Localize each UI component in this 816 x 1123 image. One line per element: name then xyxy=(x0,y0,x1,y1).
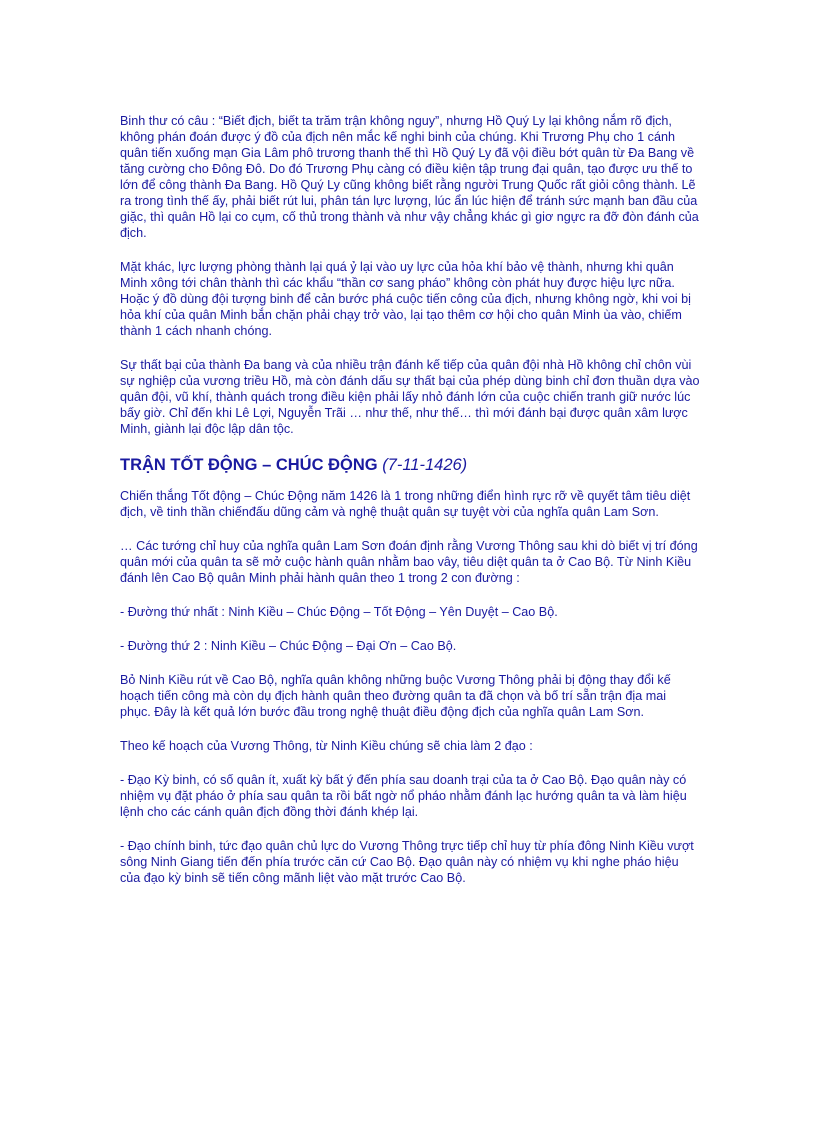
paragraph-duong-thu-nhat: - Đường thứ nhất : Ninh Kiều – Chúc Động – Tốt Động – Yên Duyệt – Cao Bộ. xyxy=(120,605,558,619)
paragraph-bo-ninh-kieu: Bỏ Ninh Kiều rút về Cao Bộ, nghĩa quân không những buộc Vương Thông phải bị động thay đổi kế hoạch tiến công mà còn dụ địch hành quân theo đường quân ta đã chọn và bố trí sẵn trận địa mai phục. Đây là kết quả lớn bước đầu trong nghệ thuật điều động địch của nghĩa quân Lam Sơn. xyxy=(120,673,671,719)
section-heading-date: (7-11-1426) xyxy=(382,456,468,474)
section-heading-title: TRẬN TỐT ĐỘNG – CHÚC ĐỘNG xyxy=(120,456,378,474)
paragraph-duong-thu-2: - Đường thứ 2 : Ninh Kiều – Chúc Động – Đại Ơn – Cao Bộ. xyxy=(120,639,457,653)
paragraph-cac-tuong: … Các tướng chỉ huy của nghĩa quân Lam Sơn đoán định rằng Vương Thông sau khi dò biết vị trí đóng quân mới của quân ta sẽ mở cuộc hành quân nhằm bao vây, tiêu diệt quân ta ở Cao Bộ. Từ Ninh Kiều đánh lên Cao Bộ quân Minh phải hành quân theo 1 trong 2 con đường : xyxy=(120,539,698,585)
section-heading xyxy=(120,455,700,475)
paragraph-binh-thu: Binh thư có câu : “Biết địch, biết ta trăm trận không nguy”, nhưng Hồ Quý Ly lại không nắm rõ địch, không phán đoán được ý đồ của địch nên mắc kế nghi binh của chúng. Khi Trương Phụ cho 1 cánh quân tiến xuống mạn Gia Lâm phô trương thanh thế thì Hồ Quý Ly đã vội điều bớt quân từ Đa Bang về tăng cường cho Đông Đô. Do đó Trương Phụ càng có điều kiện tập trung đại quân, tạo được ưu thế to lớn để công thành Đa Bang. Hồ Quý Ly cũng không biết rằng người Trung Quốc rất giỏi công thành. Lẽ ra trong tình thế ấy, phải biết rút lui, phân tán lực lượng, lúc ẩn lúc hiện để tránh sức mạnh ban đầu của giặc, thì quân Hồ lại co cụm, cố thủ trong thành và như vậy chẳng khác gì giơ ngực ra đỡ đòn đánh của địch. xyxy=(120,114,699,240)
paragraph-dao-ky-binh: - Đạo Kỳ binh, có số quân ít, xuất kỳ bất ý đến phía sau doanh trại của ta ở Cao Bộ. Đạo quân này có nhiệm vụ đặt pháo ở phía sau quân ta rồi bất ngờ nổ pháo nhằm đánh lạc hướng quân ta và làm hiệu lệnh cho các cánh quân địch đồng thời đánh khép lại. xyxy=(120,773,687,819)
paragraph-chien-thang: Chiến thắng Tốt động – Chúc Động năm 1426 là 1 trong những điển hình rực rỡ về quyết tâm tiêu diệt địch, về tinh thần chiếnđấu dũng cảm và nghệ thuật quân sự tuyệt vời của nghĩa quân Lam Sơn. xyxy=(120,489,691,519)
document-page xyxy=(120,113,700,904)
paragraph-theo-ke-hoach: Theo kế hoạch của Vương Thông, từ Ninh Kiều chúng sẽ chia làm 2 đạo : xyxy=(120,739,533,753)
paragraph-su-that-bai: Sự thất bại của thành Đa bang và của nhiều trận đánh kế tiếp của quân đội nhà Hồ không chỉ chôn vùi sự nghiệp của vương triều Hồ, mà còn đánh dấu sự thất bại của phép dùng binh chỉ đơn thuần dựa vào quân đội, vũ khí, thành quách trong điều kiện phải lấy nhỏ đánh lớn của cuộc chiến tranh giữ nước lúc bấy giờ. Chỉ đến khi Lê Lợi, Nguyễn Trãi … như thế, như thế… thì mới đánh bại được quân xâm lược Minh, giành lại độc lập dân tộc. xyxy=(120,358,700,436)
paragraph-dao-chinh-binh: - Đạo chính binh, tức đạo quân chủ lực do Vương Thông trực tiếp chỉ huy từ phía đông Ninh Kiều vượt sông Ninh Giang tiến đến phía trước căn cứ Cao Bộ. Đạo quân này có nhiệm vụ khi nghe pháo hiệu của đạo kỳ binh sẽ tiến công mãnh liệt vào mặt trước Cao Bộ. xyxy=(120,839,694,885)
paragraph-mat-khac: Mặt khác, lực lượng phòng thành lại quá ỷ lại vào uy lực của hỏa khí bảo vệ thành, nhưng khi quân Minh xông tới chân thành thì các khẩu “thần cơ sang pháo” không còn phát huy được hiệu lực nữa. Hoặc ý đồ dùng đội tượng binh để cản bước phá cuộc tiến công của địch, nhưng không ngờ, khi voi bị hỏa khí của quân Minh bắn chặn phải chạy trở vào, lại tạo thêm cơ hội cho quân Minh ùa vào, chiếm thành 1 cách nhanh chóng. xyxy=(120,260,691,338)
